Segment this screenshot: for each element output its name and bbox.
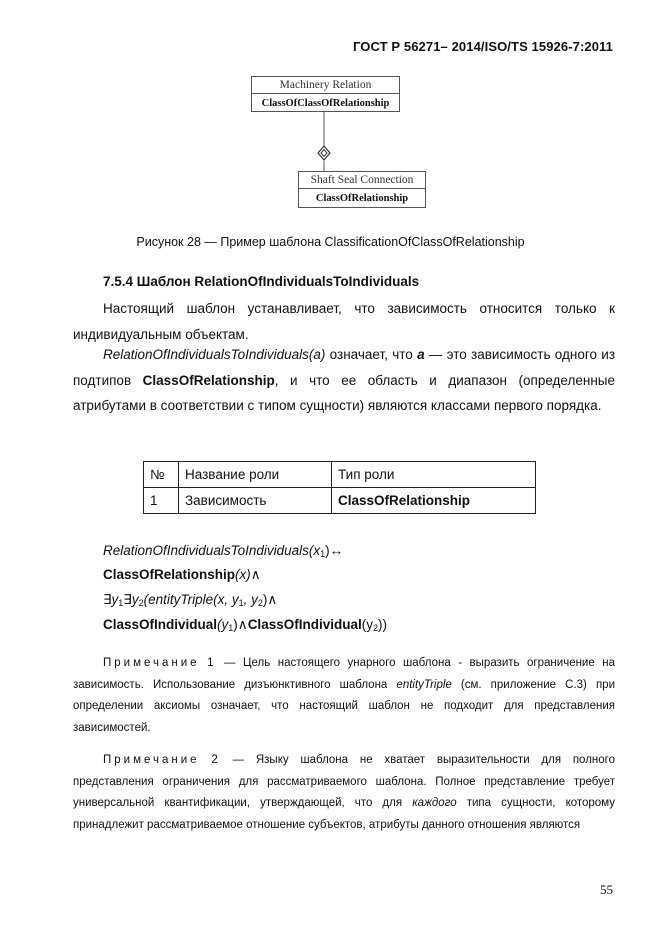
roles-table [143,461,536,514]
note-2: Примечание 2 — Языку шаблона не хватает выразительности для полного представления ограничения для рассматриваемого шаблона. Полное представление требует универсальной квантификации, утверждающей, что для каждого типа сущности, которому принадлежит рассматриваемое отношение субъектов, атрибуты данного отношения являются [73,754,615,831]
section-heading: 7.5.4 Шаблон RelationOfIndividualsToIndividuals [103,274,420,289]
table-header-cell: Название роли [179,462,332,488]
note-1: Примечание 1 — Цель настоящего унарного шаблона - выразить ограничение на зависимость. Использование дизъюнктивного шаблона entityTriple (см. приложение С.3) при определении аксиомы означает, что настоящий шаблон не подходит для представления зависимостей. [73,657,616,734]
document-code: ГОСТ Р 56271– 2014/ISO/TS 15926-7:2011 [352,39,613,54]
formula-line-1: $RelationOfIndividualsToIndividuals(x_1)\leftrightarrow$ [103,543,344,559]
formula-line-3: $\exists y_1\exists y_2(entityTriple(x$, $y_1$, $y_2)\wedge$ [103,592,278,608]
table-cell: Зависимость [179,488,332,514]
figure-caption: Рисунок 28 — Пример шаблона ClassificationOfClassOfRelationship [136,235,525,249]
table-row [144,488,536,514]
uml-box-name: Shaft Seal Connection [299,172,425,189]
uml-box-type: ClassOfRelationship [315,193,409,204]
table-cell: 1 [144,488,179,514]
paragraph-1: Настоящий шаблон устанавливает, что зависимость относится только к индивидуальным объектам. [73,301,615,342]
page-number: 55 [600,882,613,897]
table-header-cell: Тип роли [332,462,536,488]
uml-box-machinery-relation [251,76,400,112]
uml-box-type: ClassOfClassOfRelationship [261,98,390,109]
table-cell: ClassOfRelationship [332,488,536,514]
paragraph-2: RelationOfIndividualsToIndividuals(a) означает, что a — это зависимость одного из подтипов ClassOfRelationship, и что ее область и диапазон (определенные атрибутами в соответствии с типом сущности) являются классами первого порядка. [73,347,616,413]
formula-line-4: $ClassOfIndividual(y_1)\wedge ClassOfIndividual(y_2)$) [103,617,387,633]
uml-box-name: Machinery Relation [252,77,399,94]
table-header-row [144,462,536,488]
uml-box-shaft-seal-connection [298,171,426,208]
formula-line-2: ClassOfRelationship(x)∧ [103,567,261,582]
table-header-cell: № [144,462,179,488]
